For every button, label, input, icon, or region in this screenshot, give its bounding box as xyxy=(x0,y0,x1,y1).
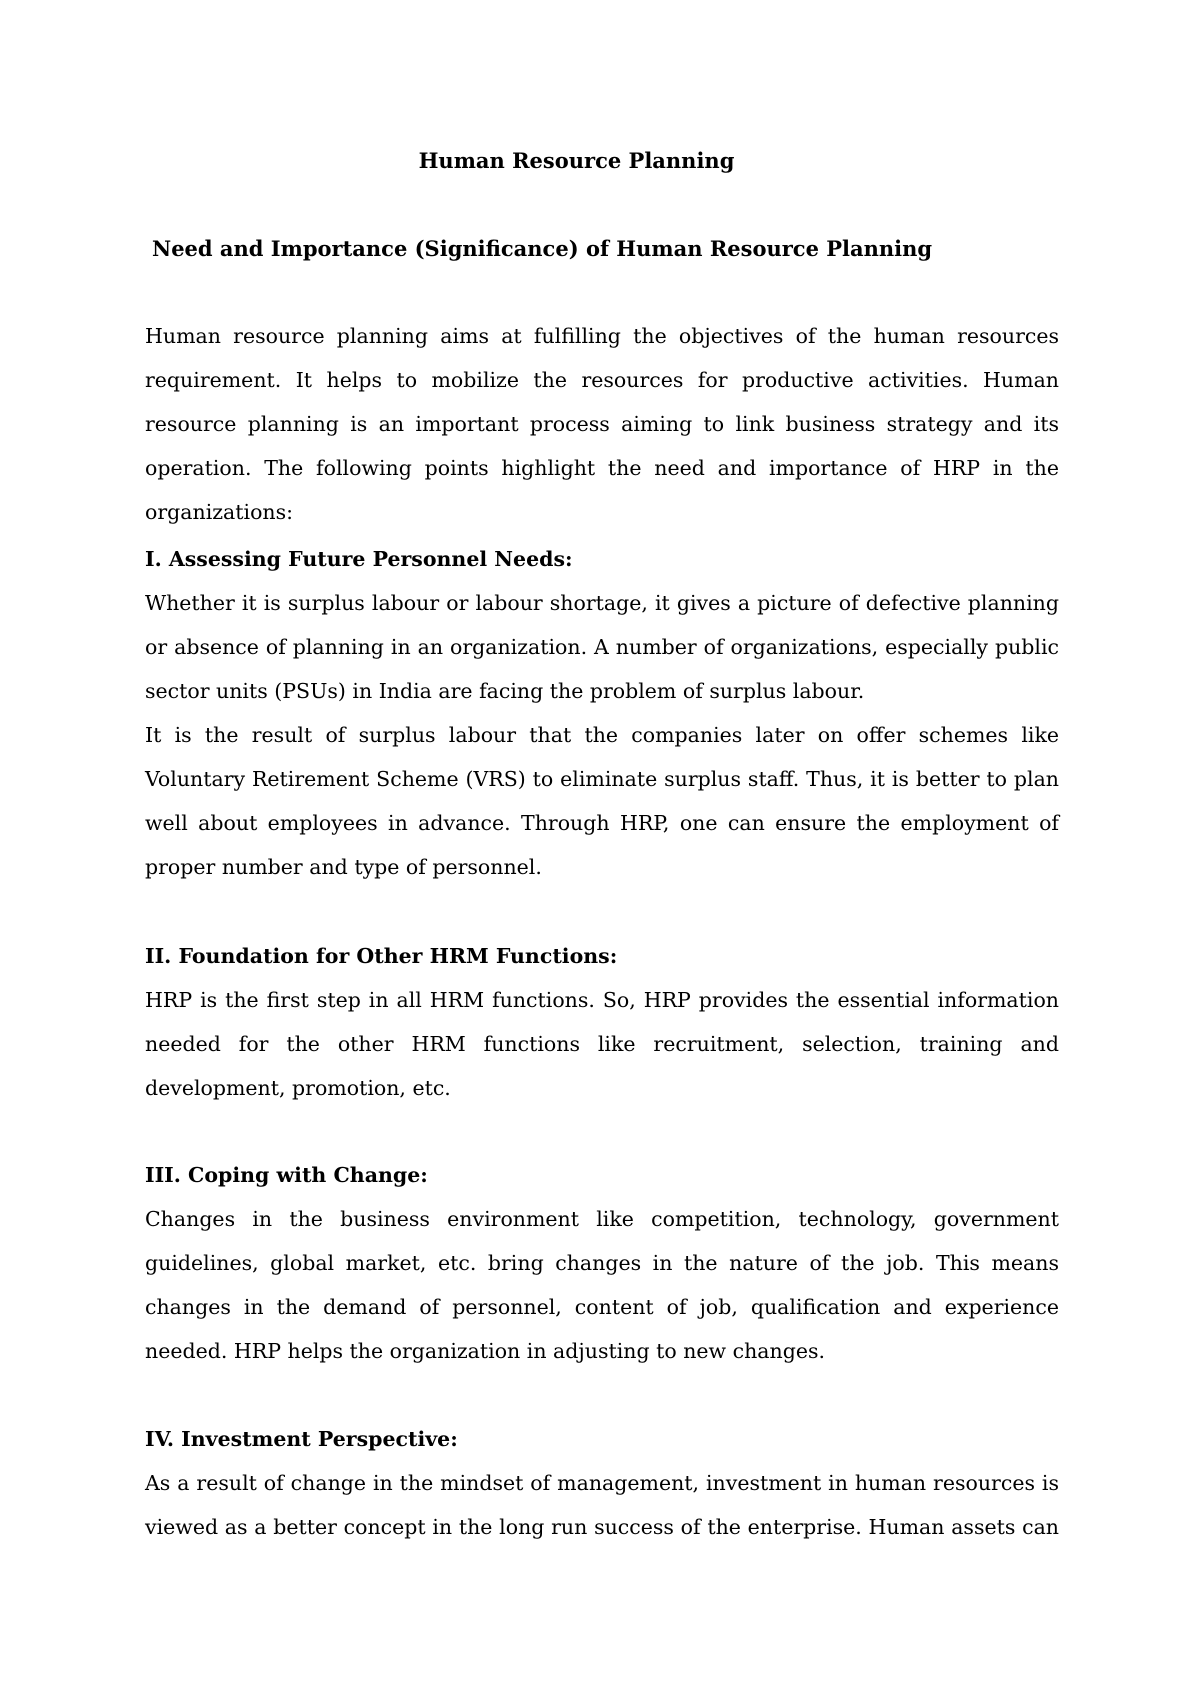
section-paragraph: Whether it is surplus labour or labour shortage, it gives a picture of defective planning or absence of planning in an organization. A number of organizations, especially public sector units (PSUs) in India are facing the problem of surplus labour. xyxy=(145,591,1059,703)
section-heading: II. Foundation for Other HRM Functions: xyxy=(145,944,618,968)
section-paragraph: As a result of change in the mindset of management, investment in human resources is viewed as a better concept in the long run success of the enterprise. Human assets can xyxy=(145,1471,1059,1539)
section-heading: III. Coping with Change: xyxy=(145,1163,428,1187)
section-assessing-future-needs xyxy=(145,537,1059,889)
section-investment-perspective xyxy=(145,1417,1059,1549)
section-heading: IV. Investment Perspective: xyxy=(145,1427,458,1451)
section-coping-with-change xyxy=(145,1153,1059,1373)
document-subtitle: Need and Importance (Significance) of Human Resource Planning xyxy=(152,236,933,261)
section-foundation-hrm xyxy=(145,934,1059,1110)
section-heading: I. Assessing Future Personnel Needs: xyxy=(145,547,573,571)
section-paragraph: It is the result of surplus labour that the companies later on offer schemes like Voluntary Retirement Scheme (VRS) to eliminate surplus staff. Thus, it is better to plan well about employees in advance. Through HRP, one can ensure the employment of proper number and type of personnel. xyxy=(145,723,1059,879)
section-paragraph: Changes in the business environment like competition, technology, government guidelines, global market, etc. bring changes in the nature of the job. This means changes in the demand of personnel, content of job, qualification and experience needed. HRP helps the organization in adjusting to new changes. xyxy=(145,1207,1059,1363)
section-paragraph: HRP is the first step in all HRM functions. So, HRP provides the essential information needed for the other HRM functions like recruitment, selection, training and development, promotion, etc. xyxy=(145,988,1059,1100)
document-title: Human Resource Planning xyxy=(418,148,735,173)
intro-paragraph: Human resource planning aims at fulfilling the objectives of the human resources requirement. It helps to mobilize the resources for productive activities. Human resource planning is an important process aiming to link business strategy and its operation. The following points highlight the need and importance of HRP in the organizations: xyxy=(145,324,1059,524)
